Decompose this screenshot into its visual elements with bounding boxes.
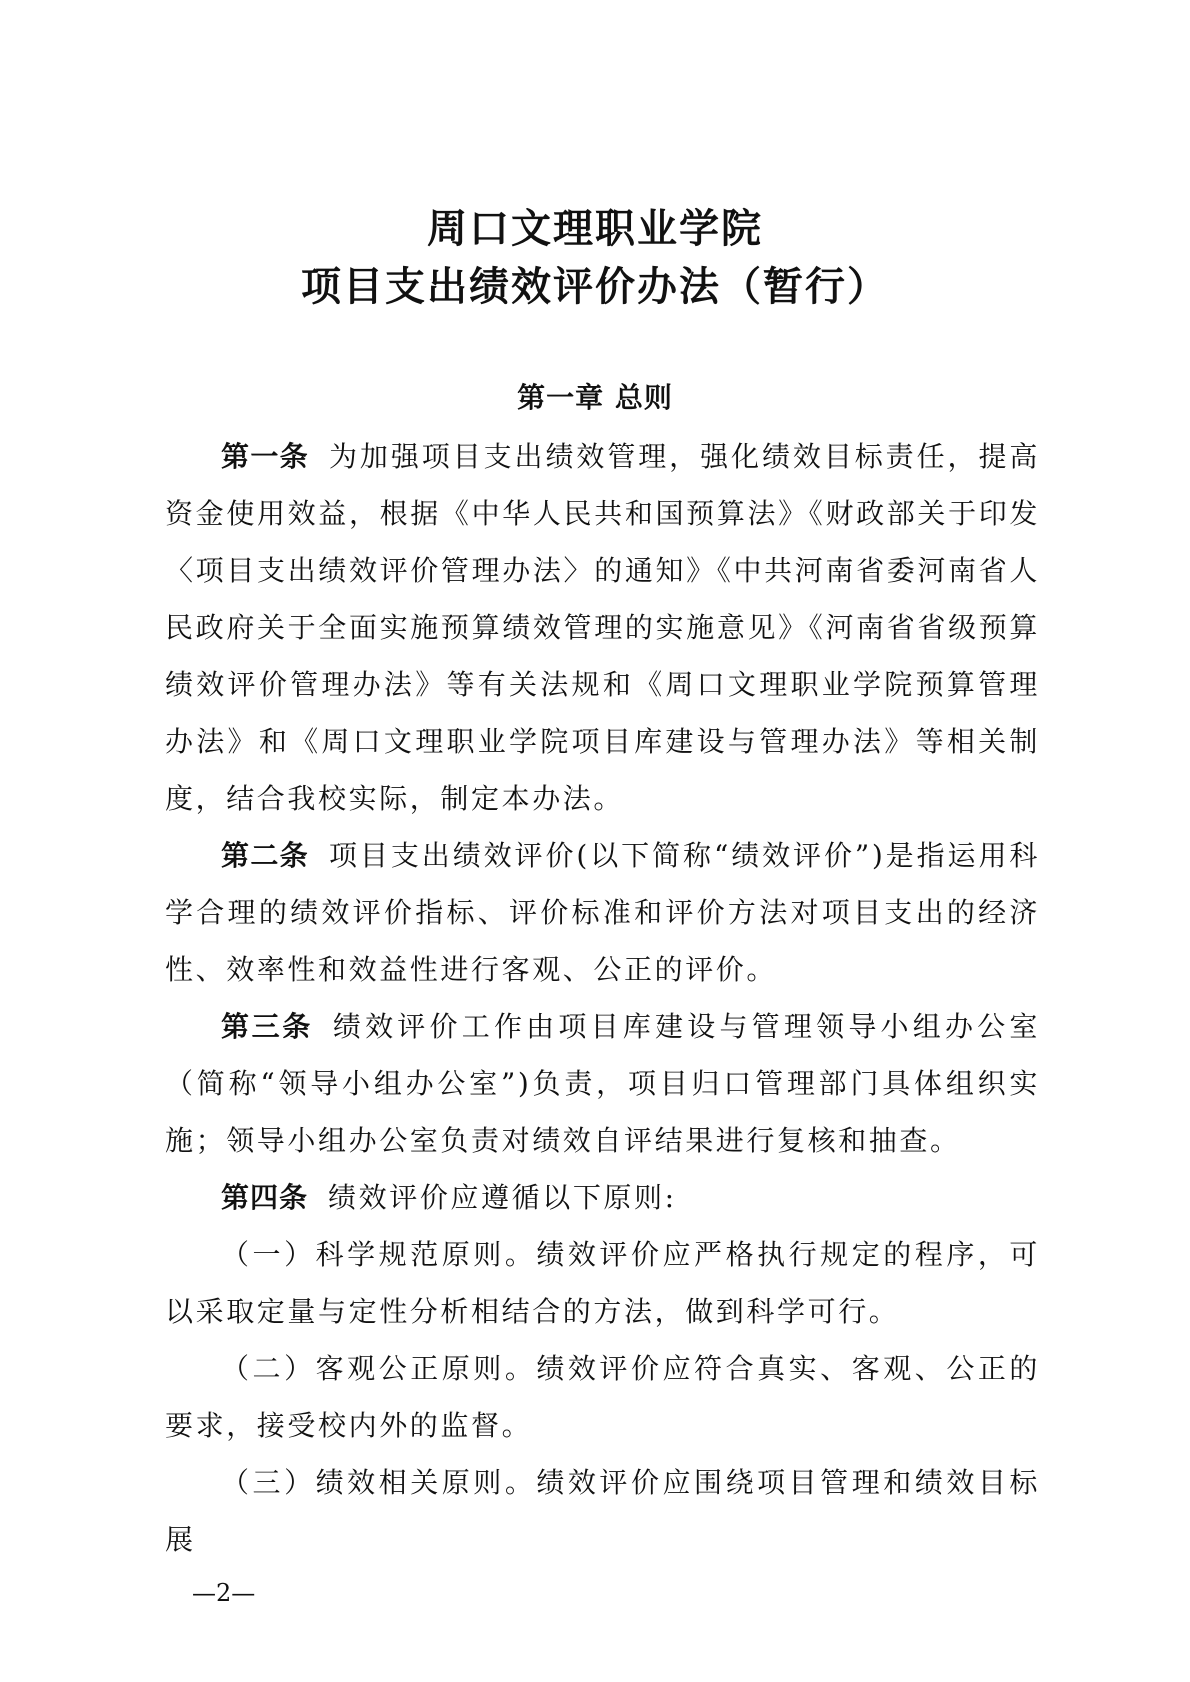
title-line-institution: 周口文理职业学院: [427, 205, 763, 252]
article-4-label: 第四条: [221, 1181, 309, 1214]
article-2-text: 项目支出绩效评价(以下简称“绩效评价”)是指运用科学合理的绩效评价指标、评价标准和评价方法对项目支出的经济性、效率性和效益性进行客观、公正的评价。: [165, 839, 1040, 986]
document-body: [165, 428, 1040, 1568]
article-1-text: 为加强项目支出绩效管理，强化绩效目标责任，提高资金使用效益，根据《中华人民共和国预算法》《财政部关于印发〈项目支出绩效评价管理办法〉的通知》《中共河南省委河南省人民政府关于全面实施预算绩效管理的实施意见》《河南省省级预算绩效评价管理办法》等有关法规和《周口文理职业学院预算管理办法》和《周口文理职业学院项目库建设与管理办法》等相关制度，结合我校实际，制定本办法。: [165, 440, 1040, 815]
article-2-label: 第二条: [221, 839, 309, 872]
article-1-label: 第一条: [221, 440, 309, 473]
article-3: [165, 998, 1040, 1169]
page-number: —2—: [192, 1579, 256, 1607]
article-4: [165, 1169, 1040, 1226]
article-1: [165, 428, 1040, 827]
title-line-subject: 项目支出绩效评价办法（暂行）: [301, 263, 889, 310]
article-4-text: 绩效评价应遵循以下原则:: [328, 1181, 677, 1214]
chapter-heading: 第一章 总则: [517, 381, 673, 414]
article-3-text: 绩效评价工作由项目库建设与管理领导小组办公室（简称“领导小组办公室”)负责，项目归口管理部门具体组织实施；领导小组办公室负责对绩效自评结果进行复核和抽查。: [165, 1010, 1040, 1157]
principle-2: （二）客观公正原则。绩效评价应符合真实、客观、公正的要求，接受校内外的监督。: [165, 1352, 1040, 1442]
document-title: [0, 200, 1190, 316]
principle-1: （一）科学规范原则。绩效评价应严格执行规定的程序，可以采取定量与定性分析相结合的方法，做到科学可行。: [165, 1238, 1040, 1328]
principle-3: （三）绩效相关原则。绩效评价应围绕项目管理和绩效目标展: [165, 1466, 1040, 1556]
article-2: [165, 827, 1040, 998]
article-3-label: 第三条: [221, 1010, 313, 1043]
